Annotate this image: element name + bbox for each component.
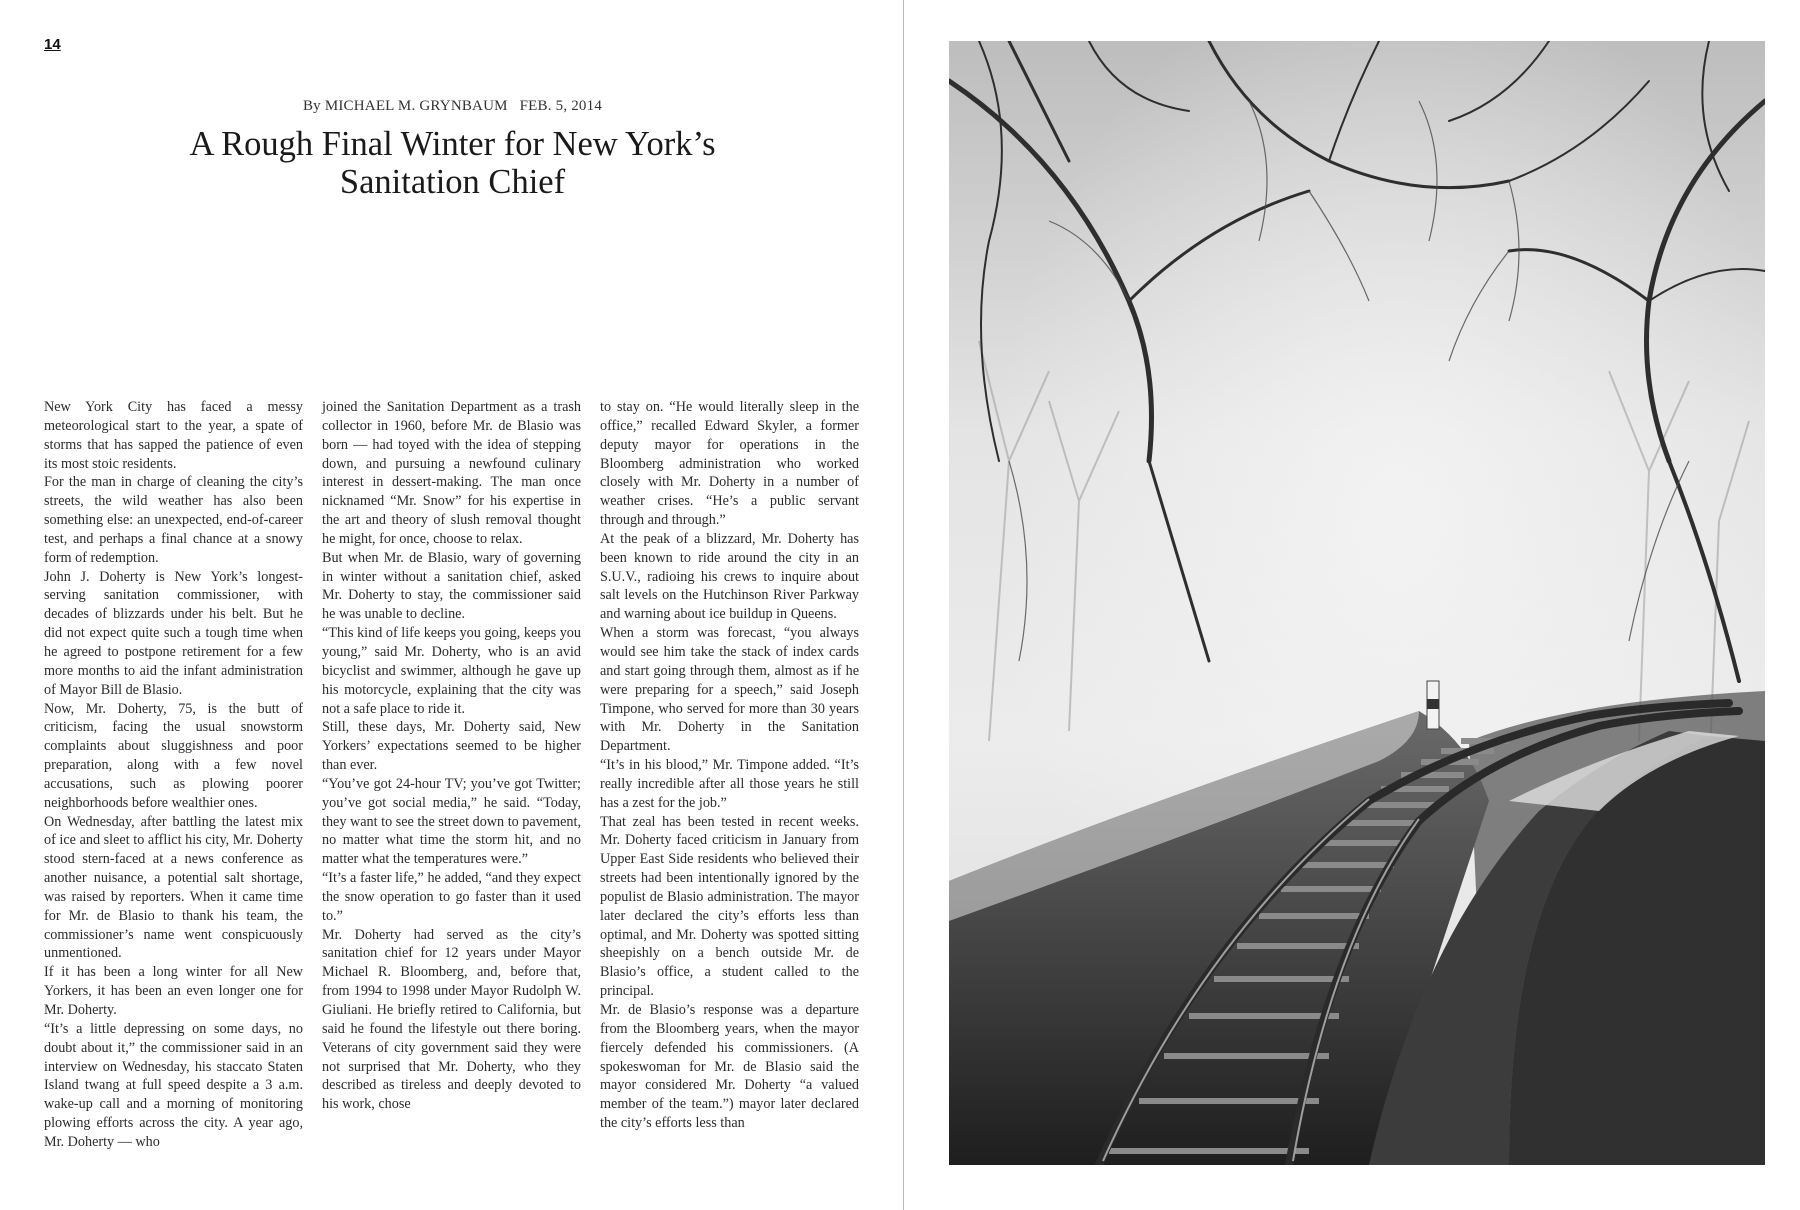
author-name: MICHAEL M. GRYNBAUM — [324, 98, 508, 114]
byline — [0, 98, 905, 115]
paragraph: On Wednesday, after battling the latest mix of ice and sleet to afflict his city, Mr. Doherty stood stern-faced at a news conference as another nuisance, a potential salt shortage, was raised by reporters. When it came time for Mr. de Blasio to thank his team, the commissioner’s name went conspicuously unmentioned. — [44, 813, 303, 962]
article-column-1 — [44, 398, 303, 1152]
article-column-3 — [600, 398, 859, 1133]
paragraph: But when Mr. de Blasio, wary of governing in winter without a sanitation chief, asked Mr. Doherty to stay, the commissioner said he was unable to decline. — [322, 549, 581, 623]
page-gutter-divider — [903, 0, 904, 1210]
paragraph: At the peak of a blizzard, Mr. Doherty has been known to ride around the city in an S.U.V., radioing his crews to inquire about salt levels on the Hutchinson River Parkway and warning about ice buildup in Queens. — [600, 530, 859, 623]
paragraph: “It’s a little depressing on some days, no doubt about it,” the commissioner said in an interview on Wednesday, his staccato Staten Island twang at full speed despite a 3 a.m. wake-up call and a morning of monitoring plowing efforts across the city. A year ago, Mr. Doherty — who — [44, 1020, 303, 1150]
byline-prefix: By — [302, 98, 321, 114]
paragraph: John J. Doherty is New York’s longest-serving sanitation commissioner, with decades of blizzards under his belt. But he did not expect quite such a tough time when he agreed to postpone retirement for a few more months to aid the infant administration of Mayor Bill de Blasio. — [44, 568, 303, 698]
article-column-2 — [322, 398, 581, 1114]
paragraph: Mr. de Blasio’s response was a departure from the Bloomberg years, when the mayor fiercely defended his commissioners. (A spokeswoman for Mr. de Blasio said the mayor considered Mr. Doherty “a valued member of the team.”) mayor later declared the city’s efforts less than — [600, 1002, 859, 1132]
paragraph: When a storm was forecast, “you always would see him take the stack of index cards and start going through them, almost as if he were preparing for a speech,” said Joseph Timpone, who served for more than 30 years with Mr. Doherty in the Sanitation Department. — [600, 625, 859, 755]
page-number: 14 — [44, 36, 61, 53]
article-body — [44, 398, 864, 1158]
paragraph: That zeal has been tested in recent weeks. Mr. Doherty faced criticism in January from Upper East Side residents who believed their streets had been intentionally ignored by the populist de Blasio administration. The mayor later declared the city’s efforts less than optimal, and Mr. Doherty was spotted sitting sheepishly on a bench outside Mr. de Blasio’s office, a student called to the principal. — [600, 813, 859, 1000]
paragraph: Now, Mr. Doherty, 75, is the butt of criticism, facing the usual snowstorm complaints about sluggishness and poor preparation, along with a few novel accusations, such as plowing poorer neighborhoods before wealthier ones. — [44, 700, 303, 811]
railway-illustration — [949, 41, 1765, 1165]
paragraph: Still, these days, Mr. Doherty said, New Yorkers’ expectations seemed to be higher than ever. — [322, 719, 581, 774]
article-headline: A Rough Final Winter for New York’s Sanitation Chief — [189, 125, 716, 201]
paragraph: “You’ve got 24-hour TV; you’ve got Twitter; you’ve got social media,” he said. “Today, they want to see the street down to pavement, no matter what time the storm hit, and no matter what the temperatures were.” — [322, 775, 581, 868]
article-photo-foggy-railway — [949, 41, 1765, 1165]
paragraph: “This kind of life keeps you going, keeps you young,” said Mr. Doherty, who is an avid bicyclist and swimmer, although he gave up his motorcycle, explaining that the city was not a safe place to ride it. — [322, 625, 581, 717]
paragraph: New York City has faced a messy meteorological start to the year, a spate of storms that has sapped the patience of even its most stoic residents. — [44, 399, 303, 472]
paragraph: to stay on. “He would literally sleep in the office,” recalled Edward Skyler, a former deputy mayor for operations in the Bloomberg administration who worked closely with Mr. Doherty in a number of weather crises. “He’s a public servant through and through.” — [600, 399, 859, 529]
paragraph: For the man in charge of cleaning the city’s streets, the wild weather has also been something else: an unexpected, end-of-career test, and perhaps a final chance at a snowy form of redemption. — [44, 474, 303, 566]
paragraph: If it has been a long winter for all New Yorkers, it has been an even longer one for Mr. Doherty. — [44, 964, 303, 1018]
paragraph: “It’s in his blood,” Mr. Timpone added. “It’s really incredible after all those years he still has a zest for the job.” — [600, 757, 859, 811]
paragraph: joined the Sanitation Department as a trash collector in 1960, before Mr. de Blasio was born — had toyed with the idea of stepping down, and pursuing a newfound culinary interest in dessert-making. The man once nicknamed “Mr. Snow” for his expertise in the art and theory of slush removal thought he might, for once, choose to relax. — [322, 399, 581, 547]
paragraph: “It’s a faster life,” he added, “and they expect the snow operation to go faster than it used to.” — [322, 870, 581, 924]
paragraph: Mr. Doherty had served as the city’s sanitation chief for 12 years under Mayor Michael R. Bloomberg, and, before that, from 1994 to 1998 under Mayor Rudolph W. Giuliani. He briefly retired to California, but said he found the lifestyle out there boring. Veterans of city government said they were not surprised that Mr. Doherty, who they described as tireless and deeply devoted to his work, chose — [322, 926, 581, 1113]
publish-date: FEB. 5, 2014 — [519, 98, 603, 114]
